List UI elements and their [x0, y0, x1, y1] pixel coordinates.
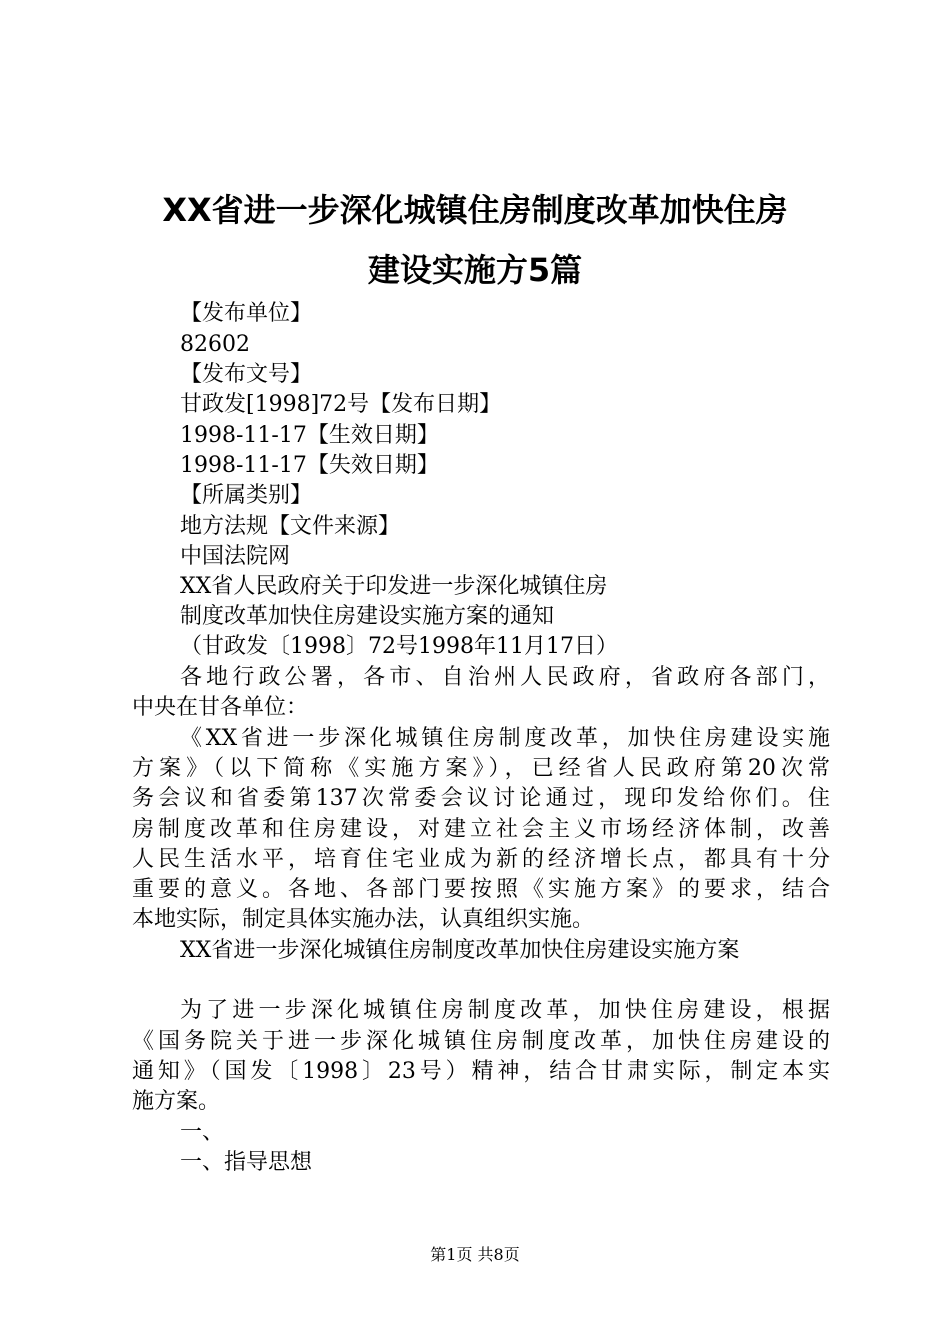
paragraph-line: 人民生活水平，培育住宅业成为新的经济增长点，都具有十分: [132, 847, 830, 872]
meta-line: 【所属类别】: [180, 483, 313, 508]
meta-line: 1998-11-17【失效日期】: [180, 453, 439, 478]
meta-line: 1998-11-17【生效日期】: [180, 423, 439, 448]
addressee-line: 中央在甘各单位：: [132, 695, 309, 720]
addressee-line: 各地行政公署，各市、自治州人民政府，省政府各部门，: [180, 665, 830, 690]
document-title-line-1: XX省进一步深化城镇住房制度改革加快住房: [162, 191, 788, 229]
notice-title-line: XX省人民政府关于印发进一步深化城镇住房: [180, 574, 608, 599]
document-title-line-2: 建设实施方5篇: [367, 251, 583, 289]
section-heading: 一、: [180, 1120, 225, 1145]
paragraph-line: 施方案。: [132, 1089, 221, 1114]
paragraph-line: 房制度改革和住房建设，对建立社会主义市场经济体制，改善: [132, 817, 830, 842]
meta-line: 【发布文号】: [180, 362, 313, 387]
paragraph-line: 重要的意义。各地、各部门要按照《实施方案》的要求，结合: [132, 877, 830, 902]
meta-line: 中国法院网: [180, 544, 291, 569]
paragraph-line: 务会议和省委第137次常委会议讨论通过，现印发给你们。住: [132, 786, 830, 811]
paragraph-line: 《国务院关于进一步深化城镇住房制度改革，加快住房建设的: [132, 1029, 830, 1054]
paragraph-line: 为了进一步深化城镇住房制度改革，加快住房建设，根据: [180, 998, 830, 1023]
meta-line: 82602: [180, 332, 250, 357]
meta-line: 甘政发[1998]72号【发布日期】: [180, 392, 502, 417]
paragraph-line: 《XX省进一步深化城镇住房制度改革，加快住房建设实施: [180, 726, 830, 751]
meta-line: 【发布单位】: [180, 301, 313, 326]
paragraph-line: 通知》（国发〔1998〕23号）精神，结合甘肃实际，制定本实: [132, 1059, 830, 1084]
section-heading: 一、指导思想: [180, 1150, 313, 1175]
paragraph-line: 本地实际，制定具体实施办法，认真组织实施。: [132, 907, 595, 932]
notice-title-line: 制度改革加快住房建设实施方案的通知: [180, 604, 555, 629]
meta-line: 地方法规【文件来源】: [180, 514, 401, 539]
page-footer: 第1页 共8页: [430, 1245, 520, 1264]
section-subtitle: XX省进一步深化城镇住房制度改革加快住房建设实施方案: [180, 938, 740, 963]
paragraph-line: 方案》（以下简称《实施方案》），已经省人民政府第20次常: [132, 756, 830, 781]
notice-reference: （甘政发〔1998〕72号1998年11月17日）: [180, 634, 618, 659]
